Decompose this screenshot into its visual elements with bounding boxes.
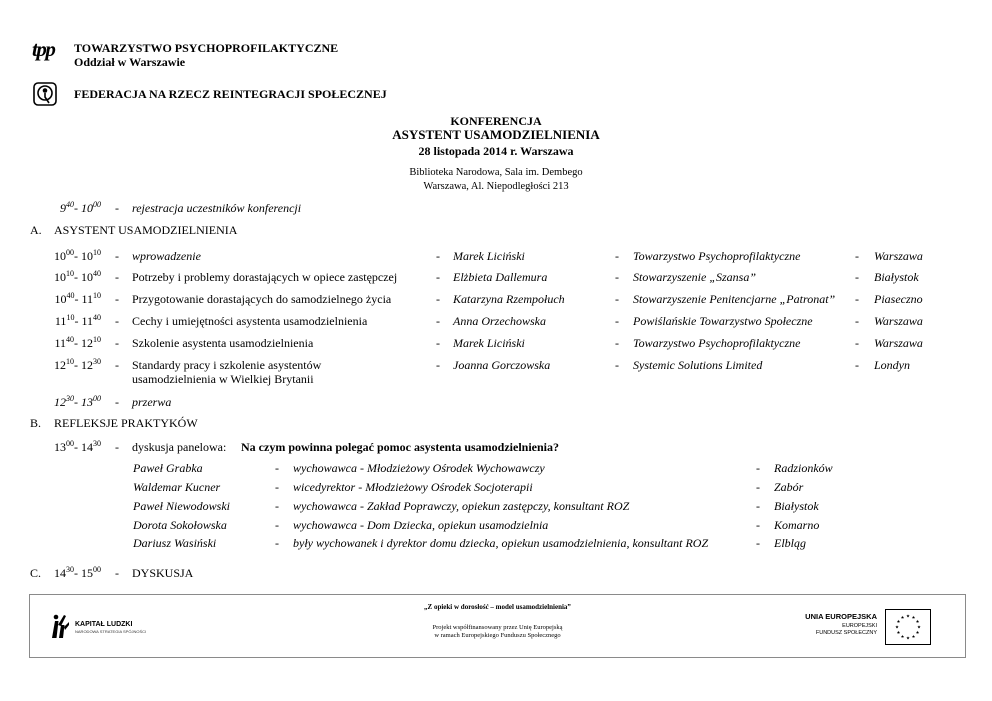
dash-separator: - <box>436 292 440 306</box>
time-to-minutes: 00 <box>93 565 101 574</box>
dash-separator: - <box>115 440 119 454</box>
conference-date: 28 listopada 2014 r. Warszawa <box>418 144 574 158</box>
time-separator: - <box>74 440 81 454</box>
time-to-minutes: 00 <box>93 394 101 403</box>
organization: Towarzystwo Psychoprofilaktyczne <box>633 249 801 263</box>
city: Warszawa <box>874 314 923 328</box>
section-title: ASYSTENT USAMODZIELNIENIA <box>54 223 238 237</box>
dash-separator: - <box>115 201 119 215</box>
venue-line-1: Biblioteka Narodowa, Sala im. Dembego <box>409 167 583 178</box>
registration-row <box>0 201 992 215</box>
dash-separator: - <box>115 358 119 372</box>
time-to-minutes: 00 <box>93 200 101 209</box>
agenda-row <box>0 249 992 263</box>
time-from-minutes: 10 <box>66 269 74 278</box>
time-separator: - <box>74 270 81 284</box>
dash-separator: - <box>436 314 440 328</box>
section-a-header <box>0 223 992 237</box>
panelist-city: Elbląg <box>774 536 806 550</box>
panelist-row <box>0 480 992 494</box>
dash-separator: - <box>436 336 440 350</box>
panelist-row <box>0 461 992 475</box>
time-range <box>29 292 101 306</box>
time-from-hour: 11 <box>54 336 66 350</box>
time-separator: - <box>74 201 81 215</box>
venue-line-2: Warszawa, Al. Niepodległości 213 <box>423 181 569 192</box>
time-from-minutes: 10 <box>66 357 74 366</box>
dash-separator: - <box>115 249 119 263</box>
panel-label: dyskusja panelowa: <box>132 440 227 454</box>
kapital-ludzki-tagline: NARODOWA STRATEGIA SPÓJNOŚCI <box>75 629 147 634</box>
panelist-name: Dariusz Wasiński <box>133 536 217 550</box>
panel-question: Na czym powinna polegać pomoc asystenta usamodzielnienia? <box>241 440 559 454</box>
city: Warszawa <box>874 249 923 263</box>
dash-separator: - <box>615 270 619 284</box>
speaker: Anna Orzechowska <box>453 314 546 328</box>
figure-in-circle-icon <box>33 82 57 106</box>
agenda-row <box>0 270 992 284</box>
tpp-logo: tpp <box>32 37 55 61</box>
section-title: DYSKUSJA <box>132 566 194 580</box>
dash-separator: - <box>615 249 619 263</box>
dash-separator: - <box>275 499 279 513</box>
topic: Standardy pracy i szkolenie asystentów usamodzielnienia w Wielkiej Brytanii <box>132 358 322 386</box>
agenda-row <box>0 357 992 386</box>
time-separator: - <box>74 566 81 580</box>
time-from-minutes: 40 <box>66 200 74 209</box>
dash-separator: - <box>115 336 119 350</box>
eu-line-2: EUROPEJSKI <box>842 623 877 629</box>
eu-line-3: FUNDUSZ SPOŁECZNY <box>815 630 877 636</box>
time-separator: - <box>74 358 81 372</box>
time-to-minutes: 10 <box>93 335 101 344</box>
topic: wprowadzenie <box>132 249 201 263</box>
speaker: Joanna Gorczowska <box>453 358 551 372</box>
dash-separator: - <box>436 249 440 263</box>
panelist-name: Paweł Niewodowski <box>133 499 230 513</box>
dash-separator: - <box>275 518 279 532</box>
time-from-hour: 10 <box>54 249 66 263</box>
dash-separator: - <box>275 536 279 550</box>
cofinance-line-2: w ramach Europejskiego Funduszu Społecznego <box>434 632 561 639</box>
organization: Towarzystwo Psychoprofilaktyczne <box>633 336 801 350</box>
time-range <box>29 440 101 454</box>
time-separator: - <box>74 292 82 306</box>
time-separator: - <box>74 336 81 350</box>
time-to-hour: 11 <box>81 314 93 328</box>
dash-separator: - <box>855 292 859 306</box>
agenda-row <box>0 336 992 350</box>
panelist-name: Dorota Sokołowska <box>133 518 227 532</box>
panelist-row <box>0 499 992 513</box>
footer-funding-box <box>29 594 966 658</box>
time-from-minutes: 30 <box>66 394 74 403</box>
panelist-role: wicedyrektor - Młodzieżowy Ośrodek Socjoterapii <box>293 480 533 494</box>
time-to-hour: 10 <box>81 201 93 215</box>
time-separator: - <box>74 395 81 409</box>
eu-line-1: UNIA EUROPEJSKA <box>805 612 877 621</box>
time-from-minutes: 00 <box>66 439 74 448</box>
topic: Potrzeby i problemy dorastających w opiece zastępczej <box>132 270 398 284</box>
time-separator: - <box>74 249 81 263</box>
org1-branch: Oddział w Warszawie <box>74 55 186 69</box>
time-from-minutes: 40 <box>66 335 74 344</box>
time-to-minutes: 40 <box>93 269 101 278</box>
time-range <box>29 314 101 328</box>
time-from-minutes: 40 <box>66 291 75 300</box>
registration-text: rejestracja uczestników konferencji <box>132 201 302 215</box>
panel-row <box>0 440 992 454</box>
time-to-hour: 15 <box>81 566 93 580</box>
panelist-name: Paweł Grabka <box>133 461 203 475</box>
dash-separator: - <box>756 499 760 513</box>
time-from-hour: 9 <box>60 201 66 215</box>
time-range <box>29 336 101 350</box>
panelist-role: wychowawca - Zakład Poprawczy, opiekun zastępczy, konsultant ROZ <box>293 499 630 513</box>
org1-name: TOWARZYSTWO PSYCHOPROFILAKTYCZNE <box>74 41 339 55</box>
city: Piaseczno <box>874 292 923 306</box>
agenda-row <box>0 314 992 328</box>
section-letter: B. <box>30 416 42 430</box>
dash-separator: - <box>756 461 760 475</box>
cofinance-line-1: Projekt współfinansowany przez Unię Europejską <box>432 624 563 631</box>
conference-kind: KONFERENCJA <box>450 114 542 128</box>
dash-separator: - <box>615 358 619 372</box>
dash-separator: - <box>855 314 859 328</box>
city: Londyn <box>874 358 910 372</box>
panelist-row <box>0 518 992 532</box>
dash-separator: - <box>756 518 760 532</box>
dash-separator: - <box>855 336 859 350</box>
break-text: przerwa <box>132 395 172 409</box>
conference-title: ASYSTENT USAMODZIELNIENIA <box>392 127 600 142</box>
time-to-minutes: 30 <box>93 357 101 366</box>
dash-separator: - <box>855 270 859 284</box>
time-to-hour: 12 <box>81 336 93 350</box>
panelist-role: wychowawca - Dom Dziecka, opiekun usamodzielnia <box>293 518 549 532</box>
dash-separator: - <box>275 461 279 475</box>
time-to-minutes: 30 <box>93 439 101 448</box>
panelist-city: Komarno <box>774 518 820 532</box>
city: Warszawa <box>874 336 923 350</box>
section-letter: A. <box>30 223 42 237</box>
city: Białystok <box>874 270 919 284</box>
time-from-hour: 12 <box>54 395 66 409</box>
project-title: „Z opieki w dorosłość – model usamodzielnienia” <box>424 603 571 611</box>
topic: Przygotowanie dorastających do samodzielnego życia <box>132 292 392 306</box>
dash-separator: - <box>115 314 119 328</box>
dash-separator: - <box>115 270 119 284</box>
panelist-row <box>0 536 992 550</box>
dash-separator: - <box>615 314 619 328</box>
section-b-header <box>0 416 992 430</box>
dash-separator: - <box>115 395 119 409</box>
panelist-city: Zabór <box>774 480 804 494</box>
time-from-minutes: 30 <box>66 565 74 574</box>
dash-separator: - <box>115 566 119 580</box>
panelist-city: Radzionków <box>774 461 833 475</box>
time-to-hour: 10 <box>81 249 93 263</box>
speaker: Elżbieta Dallemura <box>453 270 548 284</box>
dash-separator: - <box>615 336 619 350</box>
speaker: Marek Liciński <box>453 336 525 350</box>
time-from-hour: 13 <box>54 440 66 454</box>
panelist-city: Białystok <box>774 499 819 513</box>
time-range <box>29 201 101 215</box>
time-from-minutes: 10 <box>66 313 75 322</box>
time-to-minutes: 40 <box>93 313 101 322</box>
kapital-ludzki-name: KAPITAŁ LUDZKI <box>75 621 133 628</box>
dash-separator: - <box>855 358 859 372</box>
time-to-minutes: 10 <box>93 248 101 257</box>
time-range <box>29 249 101 263</box>
time-to-hour: 11 <box>81 292 93 306</box>
organization: Stowarzyszenie „Szansa” <box>633 270 757 284</box>
time-range <box>29 270 101 284</box>
panelist-name: Waldemar Kucner <box>133 480 221 494</box>
speaker: Marek Liciński <box>453 249 525 263</box>
organization: Stowarzyszenie Penitencjarne „Patronat” <box>633 292 836 306</box>
dash-separator: - <box>275 480 279 494</box>
dash-separator: - <box>756 480 760 494</box>
dash-separator: - <box>855 249 859 263</box>
agenda-row <box>0 292 992 306</box>
speaker: Katarzyna Rzempołuch <box>453 292 565 306</box>
dash-separator: - <box>115 292 119 306</box>
time-from-minutes: 00 <box>66 248 74 257</box>
time-to-hour: 13 <box>81 395 93 409</box>
time-from-hour: 14 <box>54 566 66 580</box>
time-to-hour: 12 <box>81 358 93 372</box>
time-separator: - <box>74 314 82 328</box>
time-range <box>29 358 101 372</box>
section-title: REFLEKSJE PRAKTYKÓW <box>54 416 198 430</box>
eu-flag-icon <box>885 609 931 645</box>
time-to-minutes: 10 <box>93 291 101 300</box>
time-to-hour: 14 <box>81 440 93 454</box>
topic: Cechy i umiejętności asystenta usamodzielnienia <box>132 314 368 328</box>
section-letter: C. <box>30 566 42 580</box>
time-range <box>29 395 101 409</box>
dash-separator: - <box>615 292 619 306</box>
time-from-hour: 11 <box>54 314 67 328</box>
time-range <box>29 566 101 580</box>
panelist-role: wychowawca - Młodzieżowy Ośrodek Wychowawczy <box>293 461 545 475</box>
section-c-row <box>0 566 992 580</box>
dash-separator: - <box>436 270 440 284</box>
panelist-role: były wychowanek i dyrektor domu dziecka, opiekun usamodzielnienia, konsultant ROZ <box>293 536 709 550</box>
time-from-hour: 12 <box>54 358 66 372</box>
time-from-hour: 10 <box>54 270 66 284</box>
time-from-hour: 10 <box>54 292 67 306</box>
org2-name: FEDERACJA NA RZECZ REINTEGRACJI SPOŁECZNEJ <box>74 87 387 101</box>
dash-separator: - <box>436 358 440 372</box>
time-to-hour: 10 <box>81 270 93 284</box>
organization: Powiślańskie Towarzystwo Społeczne <box>633 314 813 328</box>
break-row <box>0 395 992 409</box>
dash-separator: - <box>756 536 760 550</box>
topic: Szkolenie asystenta usamodzielnienia <box>132 336 314 350</box>
organization: Systemic Solutions Limited <box>633 358 763 372</box>
